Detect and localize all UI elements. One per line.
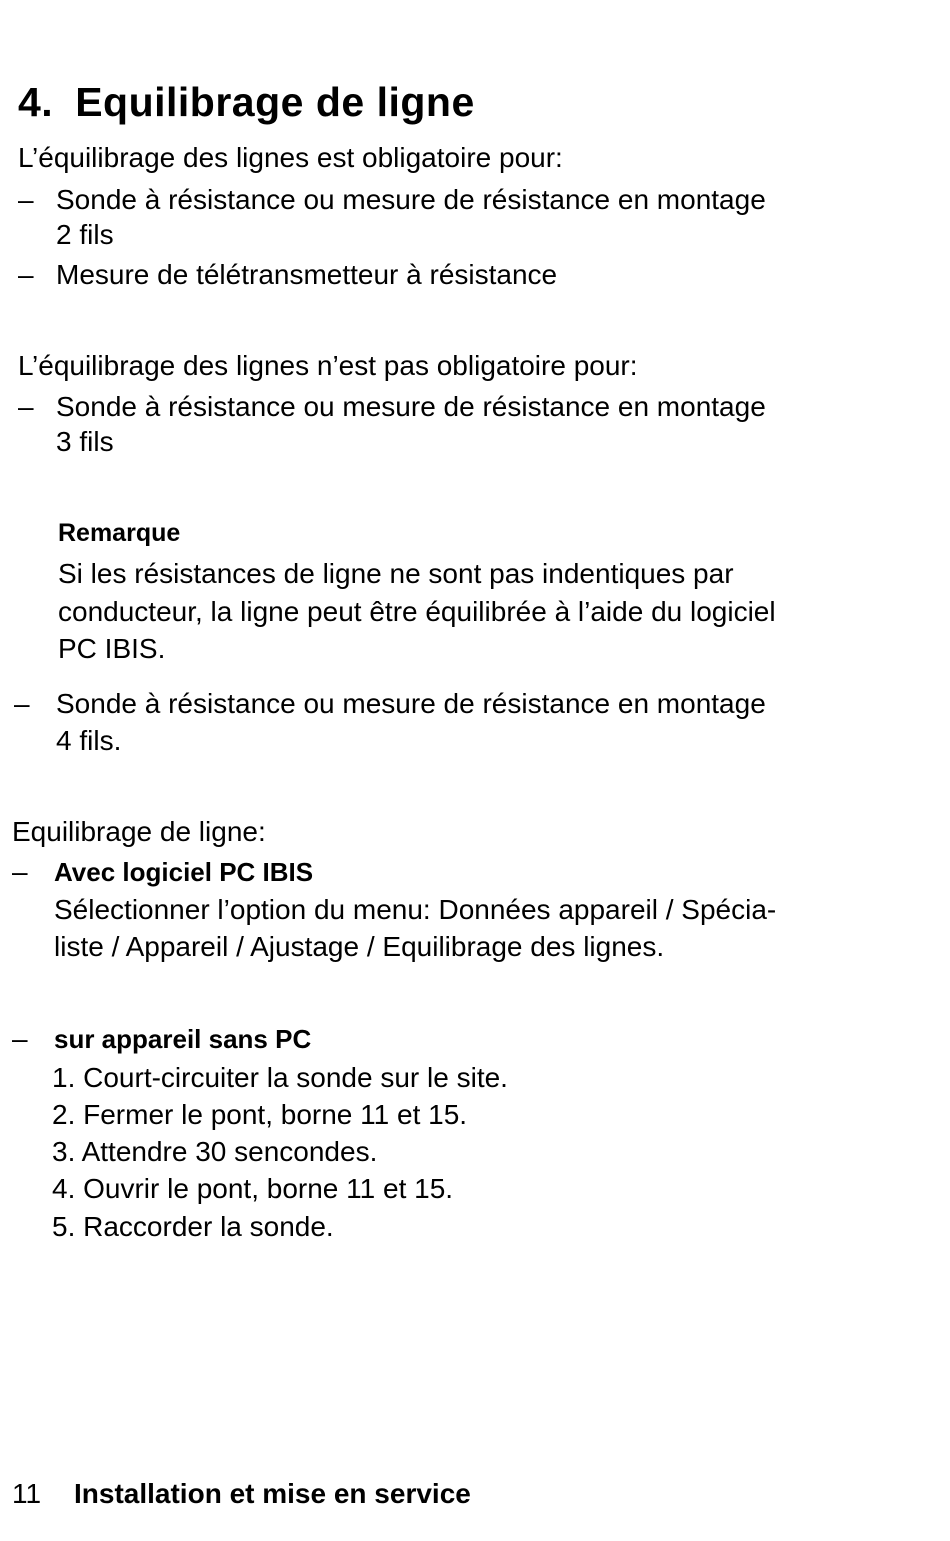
balancing-pc-heading: Avec logiciel PC IBIS <box>54 857 314 887</box>
remark-line3: PC IBIS. <box>58 633 166 664</box>
step-item: 1. Court-circuiter la sonde sur le site. <box>52 1062 508 1093</box>
block3-item1-dash: – <box>14 688 30 719</box>
step-item: 4. Ouvrir le pont, borne 11 et 15. <box>52 1173 454 1204</box>
block2-item1-dash: – <box>18 391 34 422</box>
block2-item1-line1: Sonde à résistance ou mesure de résistance en montage <box>56 391 766 422</box>
balancing-device-dash: – <box>12 1023 28 1054</box>
step-item: 5. Raccorder la sonde. <box>52 1211 334 1242</box>
block3-item1-line2: 4 fils. <box>56 725 122 756</box>
block2-item1-line2: 3 fils <box>56 426 114 457</box>
section-title <box>18 78 475 126</box>
remark-line2: conducteur, la ligne peut être équilibrée à l’aide du logiciel <box>58 596 776 627</box>
balancing-pc-dash: – <box>12 856 28 887</box>
block1-item2-dash: – <box>18 259 34 290</box>
block2-intro: L’équilibrage des lignes n’est pas obligatoire pour: <box>18 350 638 381</box>
block1-intro: L’équilibrage des lignes est obligatoire pour: <box>18 142 563 173</box>
block1-item2: Mesure de télétransmetteur à résistance <box>56 259 558 290</box>
balancing-intro: Equilibrage de ligne: <box>12 816 266 847</box>
block1-item1-line1: Sonde à résistance ou mesure de résistance en montage <box>56 184 766 215</box>
block1-item1-line2: 2 fils <box>56 219 114 250</box>
balancing-device-heading: sur appareil sans PC <box>54 1024 312 1054</box>
balancing-pc-line2: liste / Appareil / Ajustage / Equilibrage des lignes. <box>54 931 665 962</box>
remark-heading: Remarque <box>58 519 181 547</box>
step-item: 2. Fermer le pont, borne 11 et 15. <box>52 1099 468 1130</box>
footer-chapter-title: Installation et mise en service <box>74 1478 471 1509</box>
section-title-text: Equilibrage de ligne <box>75 79 475 125</box>
section-number: 4. <box>18 79 54 125</box>
balancing-pc-line1: Sélectionner l’option du menu: Données appareil / Spécia- <box>54 894 777 925</box>
block1-item1-dash: – <box>18 184 34 215</box>
block3-item1-line1: Sonde à résistance ou mesure de résistance en montage <box>56 688 766 719</box>
remark-line1: Si les résistances de ligne ne sont pas indentiques par <box>58 558 734 589</box>
step-item: 3. Attendre 30 sencondes. <box>52 1136 378 1167</box>
page-number: 11 <box>12 1478 42 1509</box>
